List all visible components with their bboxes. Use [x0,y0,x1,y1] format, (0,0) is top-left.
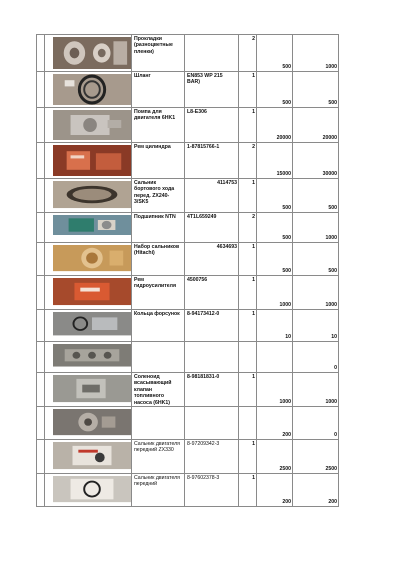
item-sum: 0 [293,407,339,440]
row-marker-cell [37,213,45,243]
item-quantity: 2 [239,213,257,243]
row-marker-cell [37,179,45,213]
item-sum: 1000 [293,213,339,243]
item-code: EN853 WP 215 BAR) [187,73,223,86]
item-quantity: 1 [239,243,257,276]
table-row [37,143,339,179]
parts-table [36,34,339,507]
solenoid-photo [53,375,131,404]
item-name: Сальник бортового хода перед. ZX240-3/SK5 [132,179,185,213]
item-quantity [239,407,257,440]
item-code-cell [185,474,239,507]
item-code: 4T1L659249 [187,214,217,220]
item-quantity: 1 [239,179,257,213]
item-name: Соленоид всасывающий клапан топливного насоса (6HK1) [132,373,185,407]
item-quantity: 1 [239,474,257,507]
item-price [257,342,293,373]
item-code: 8-98181831-0 [187,374,220,380]
item-code-cell [185,440,239,474]
engine-seal-bag-photo [53,476,131,504]
item-price: 20000 [257,108,293,143]
table-row [37,213,339,243]
item-name: Прокладки (разноцветные пленки) [132,35,185,72]
row-marker-cell [37,342,45,373]
row-marker-cell [37,243,45,276]
photo-cell [45,243,132,276]
item-price: 200 [257,474,293,507]
item-sum: 10 [293,310,339,342]
item-sum: 0 [293,342,339,373]
water-pump-photo [53,110,131,140]
item-code: 1-87815766-1 [187,144,220,150]
item-name: Шланг [132,72,185,108]
gasket-sheets-photo [53,37,131,69]
photo-cell [45,373,132,407]
item-price: 500 [257,243,293,276]
photo-cell [45,276,132,310]
table-row [37,373,339,407]
item-code: 8-97602378-3 [187,475,220,482]
item-sum: 30000 [293,143,339,179]
item-code-cell [185,72,239,108]
photo-cell [45,440,132,474]
item-name: Подшипник NTN [132,213,185,243]
photo-cell [45,310,132,342]
photo-cell [45,179,132,213]
item-sum: 500 [293,179,339,213]
item-code-cell [185,179,239,213]
item-price: 200 [257,407,293,440]
item-sum: 500 [293,243,339,276]
valve-part-photo [53,409,131,437]
row-marker-cell [37,143,45,179]
table-row [37,276,339,310]
item-sum: 500 [293,72,339,108]
item-price: 500 [257,35,293,72]
price-sheet [36,34,339,507]
item-price: 10 [257,310,293,342]
row-marker-cell [37,373,45,407]
item-name [132,407,185,440]
item-sum: 1000 [293,276,339,310]
row-marker-cell [37,72,45,108]
injector-rings-photo [53,312,131,339]
item-code-cell [185,373,239,407]
item-name: Сальник двигателя передний [132,474,185,507]
table-row [37,179,339,213]
item-price: 1000 [257,276,293,310]
hose-coil-photo [53,74,131,105]
item-price: 1000 [257,373,293,407]
parts-tray-photo [53,344,131,370]
table-row [37,342,339,373]
table-row [37,243,339,276]
repair-kit-photo [53,278,131,307]
item-code-cell [185,143,239,179]
item-name: Кольца форсунок [132,310,185,342]
cylinder-kit-photo [53,145,131,176]
item-code-cell [185,213,239,243]
item-code: L8-E306 [187,109,207,115]
row-marker-cell [37,440,45,474]
item-sum: 1000 [293,35,339,72]
item-quantity: 2 [239,143,257,179]
row-marker-cell [37,310,45,342]
row-marker-cell [37,108,45,143]
item-price: 500 [257,179,293,213]
item-name: Помпа для двигателя 6HK1 [132,108,185,143]
item-quantity: 1 [239,373,257,407]
table-row [37,72,339,108]
item-sum: 20000 [293,108,339,143]
item-code: 8-94173412-0 [187,311,220,317]
item-name [132,342,185,373]
item-code-cell [185,407,239,440]
item-quantity [239,342,257,373]
item-quantity: 1 [239,276,257,310]
item-code-cell [185,108,239,143]
row-marker-cell [37,407,45,440]
item-quantity: 2 [239,35,257,72]
photo-cell [45,108,132,143]
table-row [37,440,339,474]
table-row [37,407,339,440]
item-price: 15000 [257,143,293,179]
photo-cell [45,213,132,243]
table-row [37,474,339,507]
item-price: 2500 [257,440,293,474]
item-code: 4114753 [217,180,237,186]
row-marker-cell [37,35,45,72]
photo-cell [45,342,132,373]
photo-cell [45,143,132,179]
item-quantity: 1 [239,440,257,474]
item-name: Рем гидроусилителя [132,276,185,310]
item-name: Набор сальников (Hitachi) [132,243,185,276]
seal-set-photo [53,245,131,273]
table-row [37,310,339,342]
item-sum: 2500 [293,440,339,474]
photo-cell [45,72,132,108]
item-sum: 1000 [293,373,339,407]
photo-cell [45,35,132,72]
bearing-box-photo [53,215,131,240]
item-quantity: 1 [239,310,257,342]
row-marker-cell [37,276,45,310]
engine-seal-photo [53,442,131,471]
item-quantity: 1 [239,72,257,108]
item-code-cell [185,310,239,342]
item-code-cell [185,342,239,373]
table-row [37,35,339,72]
item-code: 4500756 [187,277,208,283]
item-quantity: 1 [239,108,257,143]
row-marker-cell [37,474,45,507]
item-name: Рем цилиндра [132,143,185,179]
seal-ring-photo [53,181,131,210]
table-row [37,108,339,143]
item-name: Сальник двигателя передний ZX330 [132,440,185,474]
item-price: 500 [257,72,293,108]
photo-cell [45,407,132,440]
photo-cell [45,474,132,507]
item-code-cell [185,35,239,72]
item-code: 8-97209342-3 [187,441,220,448]
item-code-cell [185,276,239,310]
item-sum: 200 [293,474,339,507]
item-price: 500 [257,213,293,243]
item-code: 4634693 [216,244,237,250]
item-code-cell [185,243,239,276]
